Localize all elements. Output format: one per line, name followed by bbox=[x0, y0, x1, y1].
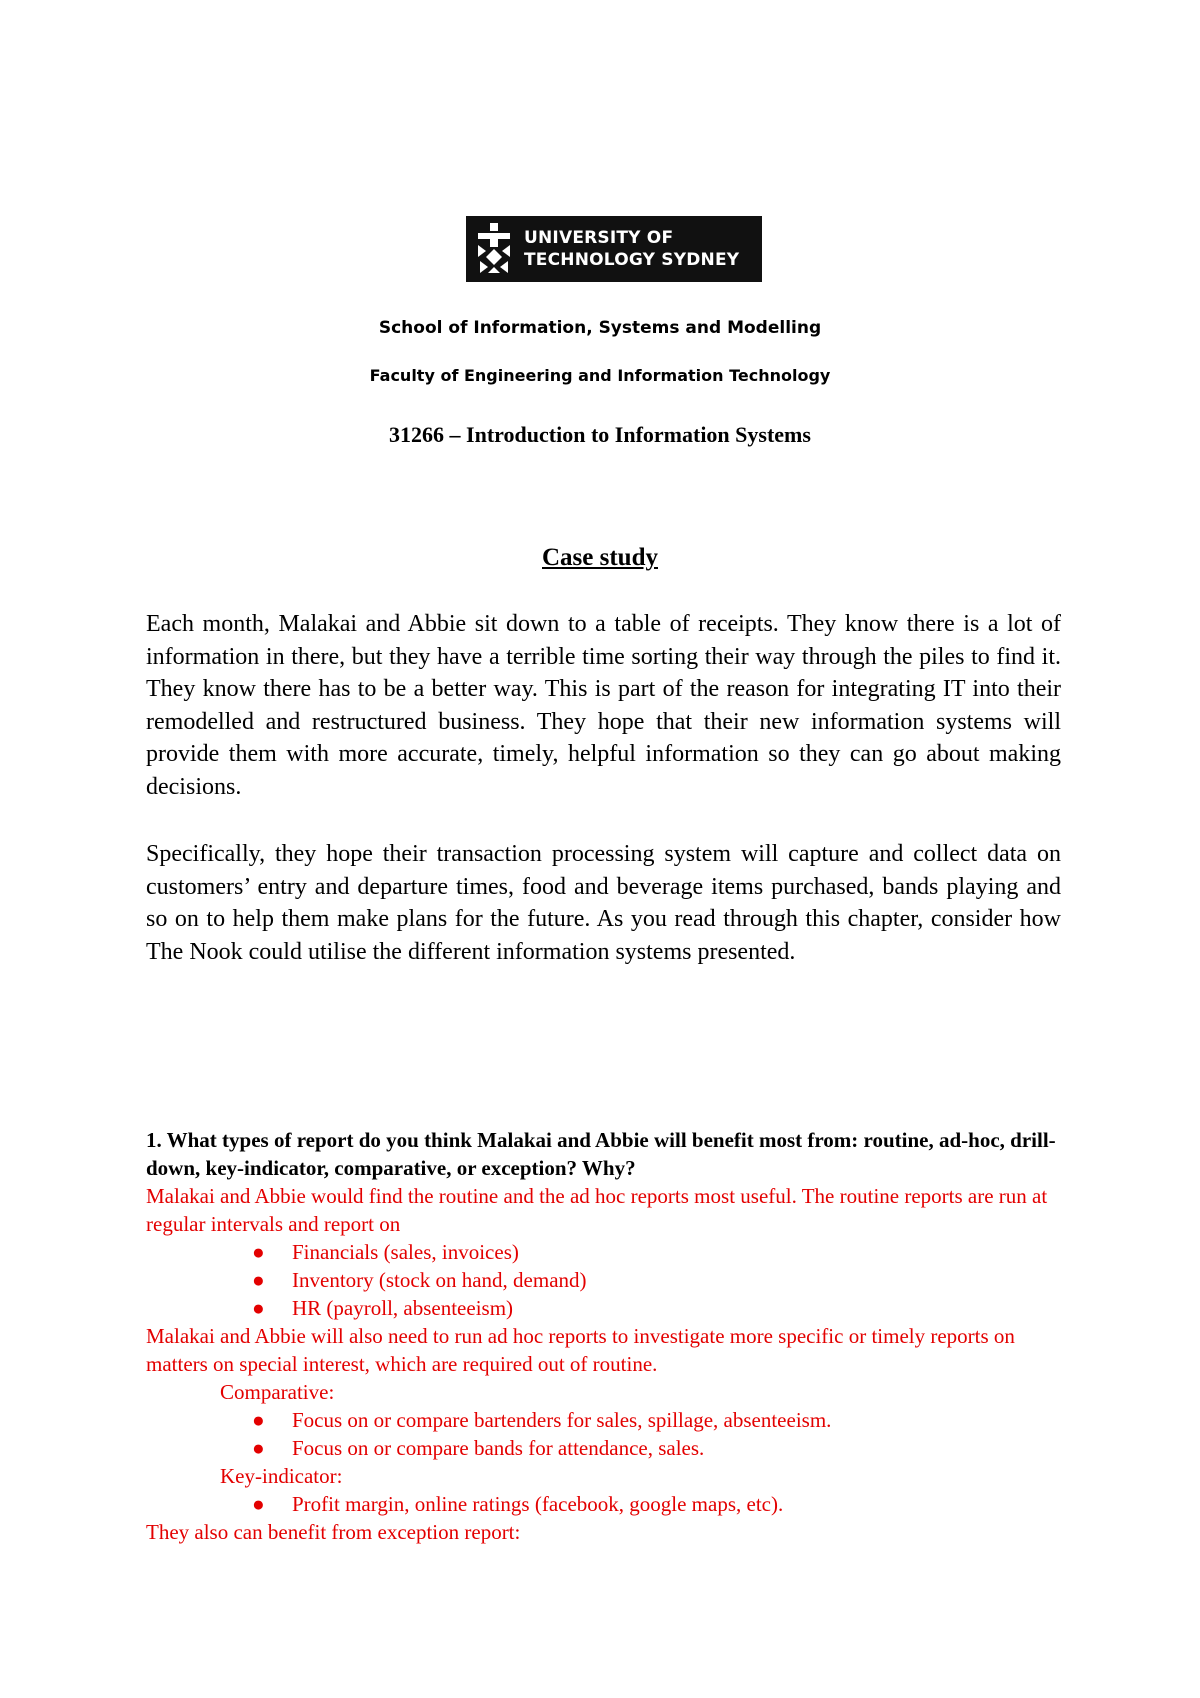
list-item: ● Inventory (stock on hand, demand) bbox=[252, 1268, 587, 1292]
bullet-dot-icon: ● bbox=[252, 1296, 265, 1320]
bullet-dot-icon: ● bbox=[252, 1492, 265, 1516]
question-1-text: 1. What types of report do you think Malakai and Abbie will benefit most from: routine, ad-hoc, drill-down, key-indicator, comparative, or exception? Why? bbox=[146, 1128, 1056, 1180]
comparative-label: Comparative: bbox=[220, 1380, 335, 1404]
question-1-block bbox=[146, 1126, 1076, 1546]
case-study-paragraph-1: Each month, Malakai and Abbie sit down to a table of receipts. They know there is a lot of information in there, but they have a terrible time sorting their way through the piles to find it. They know there has to be a better way. This is part of the reason for integrating IT into their remodelled and restructured business. They hope that their new information systems will provide them with more accurate, timely, helpful information so they can go about making decisions. bbox=[146, 611, 1061, 800]
routine-report-list bbox=[146, 1238, 1076, 1322]
list-item: ● Profit margin, online ratings (facebook, google maps, etc). bbox=[252, 1492, 784, 1516]
case-study-heading: Case study bbox=[542, 544, 658, 571]
school-name: School of Information, Systems and Modelling bbox=[378, 318, 822, 338]
faculty-name: Faculty of Engineering and Information Technology bbox=[369, 366, 831, 385]
exception-text: They also can benefit from exception report: bbox=[146, 1520, 521, 1544]
answer-intro: Malakai and Abbie would find the routine and the ad hoc reports most useful. The routine reports are run at regular intervals and report on bbox=[146, 1184, 1048, 1236]
bullet-dot-icon: ● bbox=[252, 1268, 265, 1292]
key-indicator-label: Key-indicator: bbox=[220, 1464, 343, 1488]
list-item: ● Financials (sales, invoices) bbox=[252, 1240, 519, 1264]
list-item: ● Focus on or compare bartenders for sales, spillage, absenteeism. bbox=[252, 1408, 832, 1432]
key-indicator-list bbox=[146, 1490, 1076, 1518]
list-item: ● HR (payroll, absenteeism) bbox=[252, 1296, 514, 1320]
uts-logo bbox=[466, 216, 762, 282]
bullet-dot-icon: ● bbox=[252, 1240, 265, 1264]
uts-logo-mark-icon bbox=[474, 221, 514, 277]
adhoc-text: Malakai and Abbie will also need to run ad hoc reports to investigate more specific or timely reports on matters on special interest, which are required out of routine. bbox=[146, 1324, 1015, 1376]
case-study-paragraph-2: Specifically, they hope their transaction processing system will capture and collect data on customers’ entry and departure times, food and beverage items purchased, bands playing and so on to help them make plans for the future. As you read through this chapter, consider how The Nook could utilise the different information systems presented. bbox=[146, 841, 1061, 965]
bullet-dot-icon: ● bbox=[252, 1408, 265, 1432]
bullet-dot-icon: ● bbox=[252, 1436, 265, 1460]
list-item: ● Focus on or compare bands for attendance, sales. bbox=[252, 1436, 705, 1460]
logo-line-2: TECHNOLOGY SYDNEY bbox=[524, 250, 740, 270]
logo-line-1: UNIVERSITY OF bbox=[524, 228, 674, 248]
comparative-list bbox=[146, 1406, 1076, 1462]
subject-title: 31266 – Introduction to Information Systems bbox=[389, 422, 811, 447]
logo-wordmark bbox=[524, 227, 739, 271]
